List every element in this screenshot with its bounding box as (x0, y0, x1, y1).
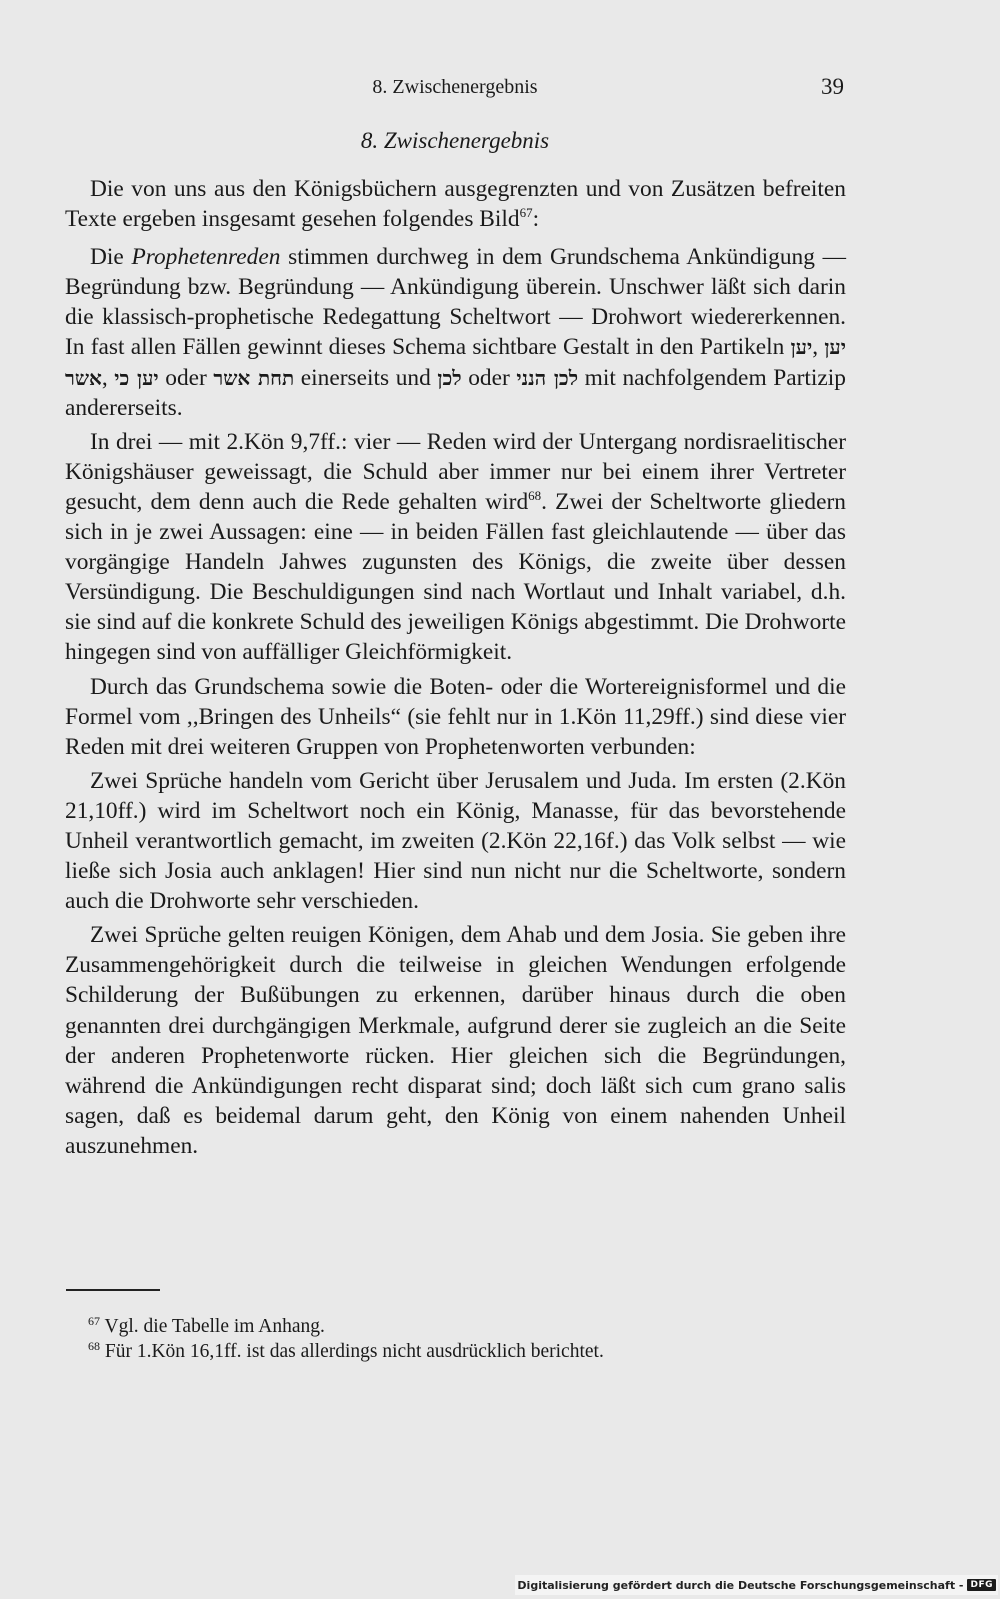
footnotes (88, 1314, 848, 1364)
emphasis-prophetenreden: Prophetenreden (131, 244, 281, 271)
hebrew-particle: לכן הנני (516, 365, 579, 390)
running-head (66, 76, 844, 106)
paragraph-6: Zwei Sprüche gelten reuigen Königen, dem Ahab und dem Josia. Sie geben ihre Zusammengehörigkeit durch die teilweise in gleichen Wendungen erfolgende Schilderung der Bußübungen zu erkennen, darüber hinaus durch die oben genannten drei durchgängigen Merkmale, aufgrund derer sie zugleich an die Seite der anderen Prophetenworte rücken. Hier gleichen sich die Begründungen, während die Ankündigungen recht disparat sind; doch läßt sich cum grano salis sagen, daß es beidemal darum geht, den König von einem nahenden Unheil auszunehmen. (65, 922, 846, 1159)
dfg-logo-icon: DFG (967, 1579, 996, 1591)
section-title: 8. Zwischenergebnis (360, 128, 550, 153)
hebrew-particle: יען כי (114, 365, 159, 390)
footnote-ref-68[interactable]: 68 (528, 487, 542, 503)
hebrew-particle: לכן (437, 365, 462, 390)
paragraph-1: Die von uns aus den Königsbüchern ausgegrenzten und von Zusätzen befreiten Texte ergeben insgesamt gesehen folgendes Bild$^{67}$: (65, 176, 846, 233)
body-text (65, 174, 846, 1161)
footnote-ref-67[interactable]: 67 (519, 205, 533, 221)
footnote-separator (66, 1289, 160, 1291)
footnote-68: $^{68}$ Für 1.Kön 16,1ff. ist das allerdings nicht ausdrücklich berichtet. (88, 1339, 604, 1362)
digitization-footer (515, 1575, 998, 1595)
footnote-67: $^{67}$ Vgl. die Tabelle im Anhang. (88, 1314, 325, 1337)
hebrew-particle: יען (790, 335, 813, 360)
paragraph-5: Zwei Sprüche handeln vom Gericht über Jerusalem und Juda. Im ersten (2.Kön 21,10ff.) wird im Scheltwort noch ein König, Manasse, für das bevorstehende Unheil verantwortlich gemacht, im zweiten (2.Kön 22,16f.) das Volk selbst — wie ließe sich Josia auch anklagen! Hier sind nun nicht nur die Scheltworte, sondern auch die Drohworte sehr verschieden. (65, 767, 846, 915)
page-number: 39 (821, 74, 844, 99)
running-head-title: 8. Zwischenergebnis (372, 76, 538, 98)
hebrew-particle: תחת אשר (213, 365, 295, 390)
hebrew-particle: יען אשר (65, 335, 846, 390)
paragraph-2: Die Prophetenreden stimmen durchweg in dem Grundschema Ankündigung — Begründung bzw. Begründung — Ankündigung überein. Unschwer läßt sich darin die klassisch-prophetische Redegattung Scheltwort — Drohwort wiedererkennen. In fast allen Fällen gewinnt dieses Schema sichtbare Gestalt in den Partikeln יען, יען אשר, יען כי oder תחת אשר einerseits und לכן oder לכן הנני mit nachfolgendem Partizip andererseits. (65, 244, 847, 421)
footer-text: Digitalisierung gefördert durch die Deutsche Forschungsgemeinschaft - (517, 1578, 964, 1592)
paragraph-4: Durch das Grundschema sowie die Boten- oder die Wortereignisformel und die Formel vom ,,Bringen des Unheils“ (sie fehlt nur in 1.Kön 11,29ff.) sind diese vier Reden mit drei weiteren Gruppen von Prophetenworten verbunden: (65, 673, 846, 760)
paragraph-3: In drei — mit 2.Kön 9,7ff.: vier — Reden wird der Untergang nordisraelitischer Königshäuser geweissagt, die Schuld aber immer nur bei einem ihrer Vertreter gesucht, dem denn auch die Rede gehalten wird$^{68}$. Zwei der Scheltworte gliedern sich in je zwei Aussagen: eine — in beiden Fällen fast gleichlautende — über das vorgängige Handeln Jahwes zugunsten des Königs, die zweite über dessen Versündigung. Die Beschuldigungen sind nach Wortlaut und Inhalt variabel, d.h. sie sind auf die konkrete Schuld des jeweiligen Königs abgestimmt. Die Drohworte hingegen sind von auffälliger Gleichförmigkeit. (65, 428, 846, 666)
